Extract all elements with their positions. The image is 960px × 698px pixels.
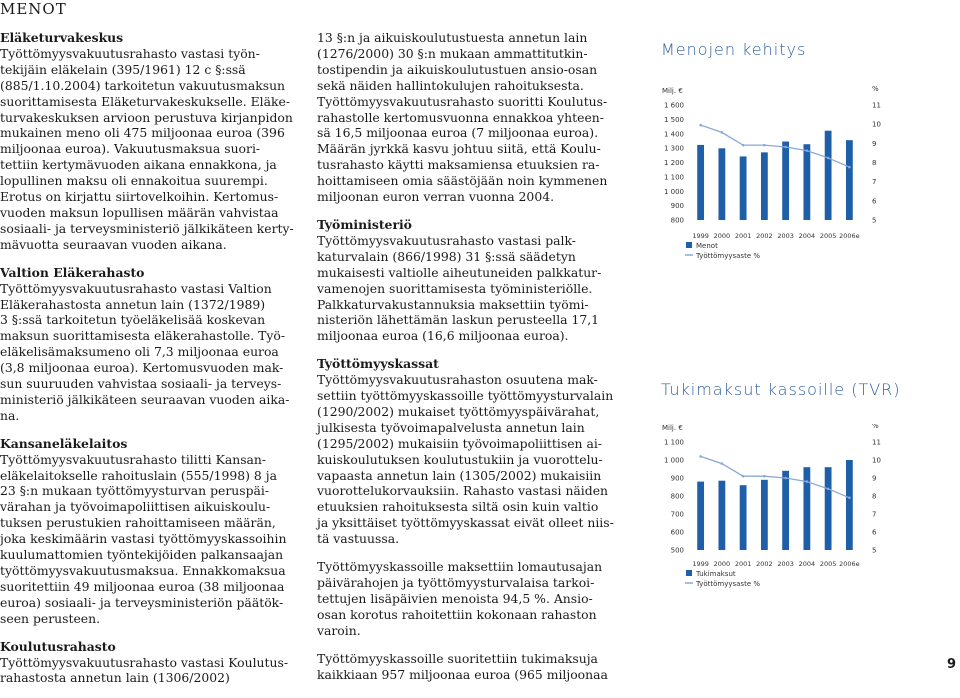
text-line: Eläkerahastosta annetun lain (1372/1989)	[0, 296, 266, 312]
line-point	[806, 480, 809, 483]
right-tick-label: 9	[872, 474, 877, 483]
line-point	[699, 455, 702, 458]
chart-title-tukimaksut: Tukimaksut kassoille (TVR)	[661, 380, 901, 399]
bar	[825, 467, 832, 550]
text-line: julkisesta työvoimapalvelusta annetun lain	[317, 419, 585, 435]
bar	[718, 481, 725, 550]
text-line: tettujen lisäpäivien menoista 94,5 %. Ansio-	[317, 590, 593, 606]
left-tick-label: 600	[670, 528, 684, 537]
category-label: 2000	[713, 560, 731, 568]
line-point	[784, 477, 787, 480]
right-axis-unit: %	[872, 424, 879, 430]
paragraph	[317, 559, 617, 639]
left-tick-label: 900	[670, 202, 684, 211]
text-line: vuoden maksun lopullisen määrän vahvistaa	[0, 204, 279, 220]
text-line: Työttömyysvakuutusrahasto tilitti Kansan-	[0, 451, 267, 467]
text-line: (885/1.10.2004) tarkoitetun vakuutusmaksun	[0, 77, 286, 93]
text-line: Työttömyysvakuutusrahasto vastasi Valtion	[0, 280, 272, 296]
page-header: MENOT	[0, 0, 67, 18]
left-tick-label: 800	[670, 492, 684, 501]
paragraph	[317, 651, 617, 683]
bar	[782, 471, 789, 550]
bar	[761, 152, 768, 220]
text-line: varoin.	[317, 622, 361, 638]
line-point	[699, 124, 702, 127]
text-line: osan korotus rahoitettiin kokonaan rahaston	[317, 606, 597, 622]
right-tick-label: 6	[872, 528, 877, 537]
chart-menojen-kehitys	[650, 85, 890, 265]
left-tick-label: 1 400	[663, 130, 684, 139]
text-line: katurvalain (866/1998) 31 §:ssä säädetyn	[317, 248, 576, 264]
category-label: 2005	[819, 232, 837, 240]
line-point	[848, 166, 851, 169]
left-tick-label: 800	[670, 216, 684, 225]
text-line: suorittamisesta Eläketurvakeskukselle. Eläke-	[0, 93, 291, 109]
text-line: kaikkiaan 957 miljoonaa euroa (965 miljoonaa	[317, 666, 608, 682]
category-label: 2001	[734, 232, 752, 240]
chart-tukimaksut-kassoille	[650, 424, 890, 600]
text-line: päivärahojen ja työttömyysturvalaisa tarkoi-	[317, 575, 595, 590]
category-label: 2000	[713, 232, 731, 240]
right-tick-label: 5	[872, 546, 877, 555]
section-heading-koulutusrahasto: Koulutusrahasto	[0, 638, 116, 654]
line-point	[848, 497, 851, 500]
right-tick-label: 8	[872, 492, 877, 501]
line-point	[806, 149, 809, 152]
left-tick-label: 700	[670, 510, 684, 519]
line-point	[763, 475, 766, 478]
text-line: rahastosta annetun lain (1306/2002)	[0, 670, 230, 686]
legend-swatch-bars	[686, 570, 692, 576]
right-tick-label: 7	[872, 510, 877, 519]
text-line: sun suuruuden vahvistaa sosiaali- ja terveys-	[0, 376, 282, 392]
text-line: sä 16,5 miljoonaa euroa (7 miljoonaa euroa).	[317, 125, 599, 141]
left-tick-label: 900	[670, 474, 684, 483]
left-axis-unit: Milj. €	[662, 424, 683, 432]
text-line: eläkelaitokselle rahoituslain (555/1998) 8 ja	[0, 467, 277, 483]
text-line: (1295/2002) mukaisiin työvoimapoliittisen ai-	[317, 435, 602, 451]
text-line: (1276/2000) 30 §:n mukaan ammattitutkin-	[317, 45, 588, 61]
text-line: miljoonaa euroa (16,6 miljoonaa euroa).	[317, 328, 569, 344]
right-tick-label: 7	[872, 178, 877, 187]
line-point	[827, 488, 830, 491]
section-heading-elaketurvakeskus: Eläketurvakeskus	[0, 30, 124, 45]
paragraph	[317, 233, 617, 344]
text-line: Työttömyysvakuutusrahasto vastasi palk-	[317, 232, 576, 248]
bar	[718, 148, 725, 220]
text-line: (3,8 miljoonaa euroa). Kertomusvuoden mak-	[0, 360, 284, 376]
text-line: vapaasta annetun lain (1305/2002) mukaisiin	[317, 467, 602, 483]
text-line: tostipendin ja aikuiskoulutustuen ansio-osan	[317, 61, 598, 77]
right-tick-label: 5	[872, 216, 877, 225]
text-line: Palkkaturvakustannuksia maksettiin työmi-	[317, 296, 589, 312]
text-line: mävuotta seuraavan vuoden aikana.	[0, 236, 227, 252]
line-point	[742, 475, 745, 478]
category-label: 2005	[819, 560, 837, 568]
right-tick-label: 11	[872, 101, 881, 110]
category-label: 1999	[692, 232, 709, 240]
section-heading-kansanelakelaitos: Kansaneläkelaitos	[0, 435, 128, 451]
paragraph	[0, 46, 300, 253]
column-middle	[317, 30, 617, 694]
text-line: Työttömyysvakuutusrahasto vastasi Koulutus-	[0, 654, 289, 670]
text-line: joka keskimäärin vastasi työttömyyskassoihin	[0, 531, 287, 547]
category-label: 2004	[798, 560, 816, 568]
column-left	[0, 30, 300, 698]
text-line: tusrahasto käytti maksamiensa etuuksien ra-	[317, 157, 600, 173]
left-axis-unit: Milj. €	[662, 87, 683, 95]
text-line: työttömyysvakuutusmaksua. Ennakkomaksua	[0, 563, 286, 578]
text-line: värahan ja työvoimapoliittisen aikuiskoulu-	[0, 499, 271, 515]
text-line: tettiin kertymävuoden aikana ennakkona, ja	[0, 157, 277, 173]
text-line: suoritettiin 49 miljoonaa euroa (38 miljoonaa	[0, 578, 285, 594]
line-point	[763, 144, 766, 147]
text-line: Määrän jyrkkä kasvu johtuu siitä, että Koulu-	[317, 141, 601, 157]
text-line: mukaisesti valtiolle aiheutuneiden palkkatur-	[317, 264, 602, 280]
text-line: vamenojen suorittamisesta työministeriölle.	[317, 280, 593, 296]
page-number: 9	[946, 657, 956, 672]
text-line: miljoonan euron verran vuonna 2004.	[317, 189, 555, 205]
right-axis-unit: %	[872, 85, 879, 93]
left-tick-label: 500	[670, 546, 684, 555]
section-heading-valtion-elakerahasto: Valtion Eläkerahasto	[0, 264, 145, 280]
category-label: 2001	[734, 560, 752, 568]
left-tick-label: 1 500	[663, 115, 684, 124]
text-line: kuulumattomien työntekijöiden palkansaajan	[0, 547, 284, 563]
text-line: euroa) sosiaali- ja terveysministeriön päätök-	[0, 594, 284, 610]
bar	[740, 156, 747, 220]
text-line: 3 §:ssä tarkoitetun työeläkelisää koskevan	[0, 312, 266, 328]
left-tick-label: 1 000	[663, 456, 684, 465]
text-line: ministeriö jälkikäteen seuraavan vuoden aika-	[0, 391, 290, 407]
chart-title-menojen-kehitys: Menojen kehitys	[661, 40, 807, 59]
right-tick-label: 9	[872, 139, 877, 148]
text-line: tuksen perustukien rahoittamiseen määrän,	[0, 515, 276, 531]
left-tick-label: 1 100	[663, 438, 684, 447]
paragraph	[317, 30, 617, 205]
text-line: tä vastuussa.	[317, 531, 400, 547]
line-point	[742, 144, 745, 147]
text-line: tekijäin eläkelain (395/1961) 12 c §:ssä	[0, 61, 246, 77]
text-line: hoittamiseen omia säästöjään noin kymmenen	[317, 173, 608, 189]
legend-label: Menot	[696, 242, 718, 250]
text-line: sekä näiden hallintokulujen rahoituksesta.	[317, 77, 584, 93]
category-label: 1999	[692, 560, 709, 568]
right-tick-label: 6	[872, 197, 877, 206]
text-line: Työttömyyskassoille maksettiin lomautusajan	[317, 559, 603, 575]
text-line: nisteriön lähettämän laskun perusteella 17,1	[317, 312, 600, 328]
category-label: 2006e	[839, 232, 860, 240]
text-line: kuiskoulutuksen koulutustukiin ja vuorottelu-	[317, 451, 603, 467]
category-label: 2004	[798, 232, 816, 240]
category-label: 2003	[777, 232, 794, 240]
paragraph	[0, 281, 300, 424]
category-label: 2002	[756, 232, 773, 240]
text-line: Työttömyyskassoille suoritettiin tukimaksuja	[317, 650, 598, 666]
text-line: rahastolle kertomusvuonna ennakkoa yhteen-	[317, 109, 604, 125]
right-tick-label: 10	[872, 456, 881, 465]
bar	[825, 131, 832, 220]
text-line: sosiaali- ja terveysministeriö jälkikäteen kerty-	[0, 220, 294, 236]
line-point	[784, 146, 787, 149]
left-tick-label: 1 000	[663, 187, 684, 196]
legend-swatch-bars	[686, 242, 692, 248]
text-line: na.	[0, 407, 20, 423]
category-label: 2002	[756, 560, 773, 568]
text-line: maksun suorittamisesta eläkerahastolle. Työ-	[0, 328, 286, 344]
text-line: 13 §:n ja aikuiskoulutustuesta annetun lain	[317, 30, 588, 45]
text-line: turvakeskuksen arvioon perustuva kirjanpidon	[0, 109, 293, 125]
text-line: 23 §:n mukaan työttömyysturvan peruspäi-	[0, 483, 270, 499]
left-tick-label: 1 100	[663, 173, 684, 182]
line-point	[827, 157, 830, 160]
text-line: lopullinen maksu oli ennakoitua suurempi.	[0, 173, 268, 189]
paragraph	[0, 655, 300, 687]
paragraph	[317, 372, 617, 547]
left-tick-label: 1 200	[663, 159, 684, 167]
legend-label: Työttömyysaste %	[696, 580, 760, 588]
line-point	[721, 462, 724, 465]
text-line: Työttömyysvakuutusrahasto vastasi työn-	[0, 45, 260, 61]
right-tick-label: 11	[872, 438, 881, 447]
bar	[846, 460, 853, 550]
bar	[803, 467, 810, 550]
category-label: 2003	[777, 560, 794, 568]
text-line: etuuksien rahoituksesta siltä osin kuin valtio	[317, 499, 599, 515]
bar	[697, 145, 704, 220]
left-tick-label: 1 300	[663, 144, 684, 153]
text-line: seen perusteen.	[0, 610, 101, 626]
text-line: settiin työttömyyskassoille työttömyysturvalain	[317, 388, 614, 404]
right-tick-label: 10	[872, 120, 881, 129]
legend-label: Työttömyysaste %	[696, 252, 760, 260]
text-line: Erotus on kirjattu siirtovelkoihin. Kertomus-	[0, 189, 279, 205]
text-line: Työttömyysvakuutusrahaston osuutena mak-	[317, 372, 598, 388]
text-line: ja yksittäiset työttömyyskassat eivät olleet niis-	[317, 515, 614, 531]
bar	[697, 482, 704, 550]
text-line: miljoonaa euroa). Vakuutusmaksua suori-	[0, 141, 261, 157]
text-line: eläkelisämaksumeno oli 7,3 miljoonaa euroa	[0, 344, 279, 360]
bar	[761, 480, 768, 550]
section-heading-tyottomyyskassat: Työttömyyskassat	[317, 356, 439, 372]
paragraph	[0, 452, 300, 627]
section-heading-tyoministerio: Työministeriö	[317, 216, 412, 232]
bar	[846, 140, 853, 220]
line-point	[721, 131, 724, 134]
left-tick-label: 1 600	[663, 101, 684, 110]
bar	[803, 144, 810, 220]
bar	[740, 485, 747, 550]
text-line: Työttömyysvakuutusrahasto suoritti Koulutus-	[317, 93, 608, 109]
text-line: vuorottelukorvauksiin. Rahasto vastasi näiden	[317, 483, 609, 499]
text-line: (1290/2002) mukaiset työttömyyspäivärahat,	[317, 403, 600, 419]
text-line: mukainen meno oli 475 miljoonaa euroa (396	[0, 125, 285, 141]
category-label: 2006e	[839, 560, 860, 568]
bar	[782, 142, 789, 220]
right-tick-label: 8	[872, 159, 877, 167]
legend-label: Tukimaksut	[696, 570, 736, 578]
